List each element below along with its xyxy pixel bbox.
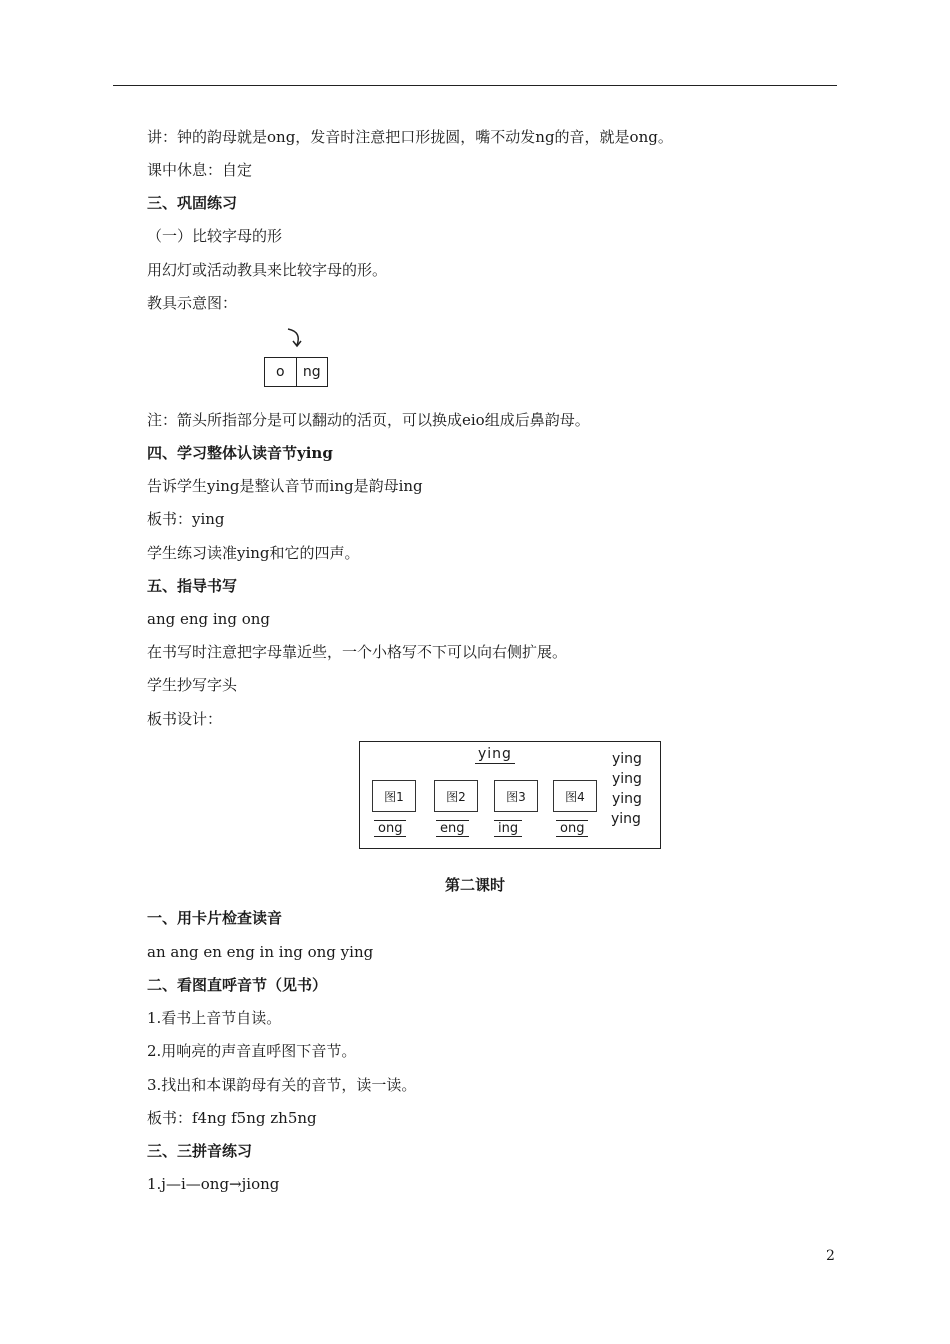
text-line: 板书：f4ng f5ng zh5ng <box>147 1109 317 1127</box>
side-syllable: ying <box>612 771 642 787</box>
text-line: 板书设计： <box>147 710 223 728</box>
text-line: 课中休息：自定 <box>147 161 253 179</box>
text-line: 教具示意图： <box>147 294 238 312</box>
curved-arrow-icon <box>284 327 308 351</box>
text-line: 在书写时注意把字母靠近些，一个小格写不下可以向右侧扩展。 <box>147 643 568 661</box>
side-syllable: ying <box>611 811 641 827</box>
final-label: ong <box>374 820 406 837</box>
board-title: ying <box>475 746 515 764</box>
section-heading: 二、看图直呼音节（见书） <box>147 976 328 994</box>
side-syllables <box>612 749 642 829</box>
text-line: 1.看书上音节自读。 <box>147 1009 282 1027</box>
text-line: （一）比较字母的形 <box>147 227 283 245</box>
flip-card-diagram <box>262 327 332 389</box>
section-heading: 五、指导书写 <box>147 577 238 595</box>
final-label: ing <box>494 820 522 837</box>
text-line: 用幻灯或活动教具来比较字母的形。 <box>147 261 388 279</box>
card-left-letter: o <box>275 364 285 380</box>
text-line: 讲：钟的韵母就是ong，发音时注意把口形拢圆，嘴不动发ng的音，就是ong。 <box>147 128 673 146</box>
picture-box: 图2 <box>434 780 478 812</box>
final-label: ong <box>556 820 588 837</box>
picture-box: 图4 <box>553 780 597 812</box>
lesson-heading: 第二课时 <box>444 876 505 894</box>
text-line: an ang en eng in ing ong ying <box>147 943 374 961</box>
text-line: 学生练习读准ying和它的四声。 <box>147 544 360 562</box>
text-line: 3.找出和本课韵母有关的音节，读一读。 <box>147 1076 417 1094</box>
text-line: 告诉学生ying是整认音节而ing是韵母ing <box>147 477 423 495</box>
board-design-diagram <box>359 741 661 849</box>
text-line: 板书：ying <box>147 510 225 528</box>
flip-card <box>264 357 328 387</box>
section-heading: 一、用卡片检查读音 <box>147 909 283 927</box>
header-rule <box>113 85 837 86</box>
card-right-letters: ng <box>296 358 328 386</box>
section-heading: 四、学习整体认读音节ying <box>147 444 333 462</box>
section-heading: 三、三拼音练习 <box>147 1142 253 1160</box>
section-heading: 三、巩固练习 <box>147 194 238 212</box>
text-line: 注：箭头所指部分是可以翻动的活页，可以换成eio组成后鼻韵母。 <box>147 411 590 429</box>
text-line: 学生抄写字头 <box>147 676 238 694</box>
final-label: eng <box>436 820 469 837</box>
page-number: 2 <box>826 1248 835 1264</box>
text-line: ang eng ing ong <box>147 610 271 628</box>
picture-box: 图3 <box>494 780 538 812</box>
text-line: 1.j—i—ong→jiong <box>147 1175 280 1193</box>
side-syllable: ying <box>612 751 642 767</box>
text-line: 2.用响亮的声音直呼图下音节。 <box>147 1042 357 1060</box>
side-syllable: ying <box>612 791 642 807</box>
picture-box: 图1 <box>372 780 416 812</box>
